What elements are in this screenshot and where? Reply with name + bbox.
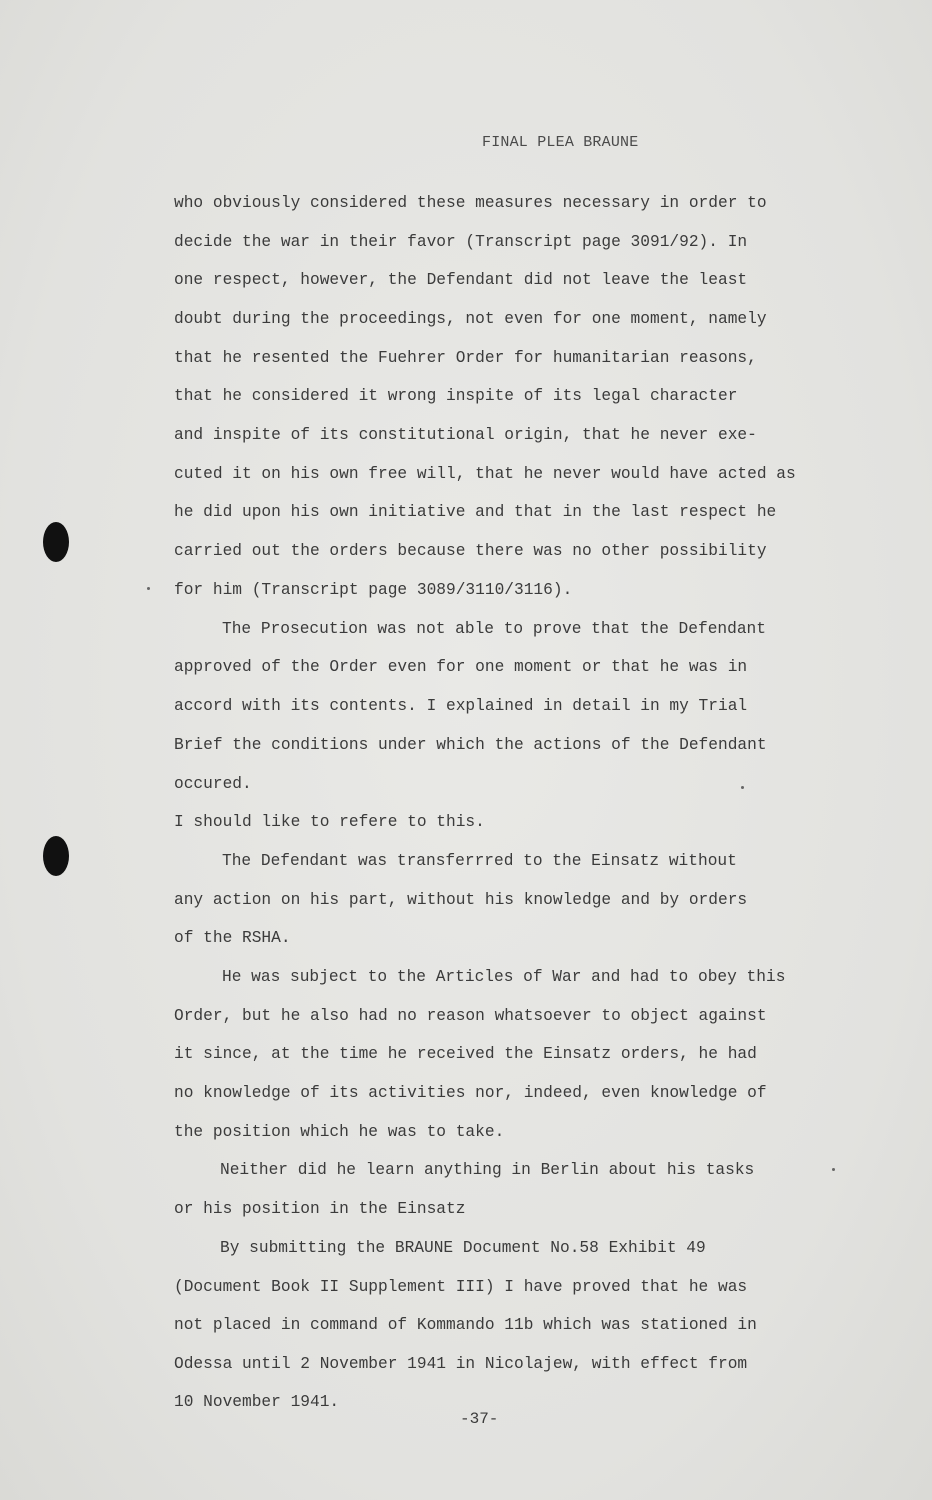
punch-hole — [43, 836, 69, 876]
text-line: that he considered it wrong inspite of its legal character — [174, 387, 738, 405]
text-line: he did upon his own initiative and that in the last respect he — [174, 503, 777, 521]
speck-mark — [147, 587, 150, 590]
text-line: By submitting the BRAUNE Document No.58 Exhibit 49 — [220, 1239, 706, 1257]
text-line: doubt during the proceedings, not even for one moment, namely — [174, 310, 767, 328]
text-line: or his position in the Einsatz — [174, 1200, 466, 1218]
page-number: -37- — [460, 1410, 499, 1428]
text-line: The Prosecution was not able to prove that the Defendant — [222, 620, 766, 638]
text-line: approved of the Order even for one moment or that he was in — [174, 658, 748, 676]
page-header: FINAL PLEA BRAUNE — [482, 134, 639, 151]
text-line: 10 November 1941. — [174, 1393, 340, 1411]
text-line: it since, at the time he received the Einsatz orders, he had — [174, 1045, 757, 1063]
text-line: Odessa until 2 November 1941 in Nicolajew, with effect from — [174, 1355, 748, 1373]
text-line: cuted it on his own free will, that he never would have acted as — [174, 465, 796, 483]
text-line: one respect, however, the Defendant did not leave the least — [174, 271, 748, 289]
text-line: Order, but he also had no reason whatsoever to object against — [174, 1007, 767, 1025]
text-line: not placed in command of Kommando 11b which was stationed in — [174, 1316, 757, 1334]
text-line: that he resented the Fuehrer Order for humanitarian reasons, — [174, 349, 757, 367]
text-line: any action on his part, without his knowledge and by orders — [174, 891, 748, 909]
text-line: accord with its contents. I explained in detail in my Trial — [174, 697, 748, 715]
text-line: Brief the conditions under which the actions of the Defendant — [174, 736, 767, 754]
text-line: for him (Transcript page 3089/3110/3116). — [174, 581, 573, 599]
text-line: who obviously considered these measures necessary in order to — [174, 194, 767, 212]
text-line: of the RSHA. — [174, 929, 291, 947]
text-line: decide the war in their favor (Transcript page 3091/92). In — [174, 233, 748, 251]
text-line: carried out the orders because there was no other possibility — [174, 542, 767, 560]
text-line: The Defendant was transferrred to the Einsatz without — [222, 852, 737, 870]
text-line: occured. — [174, 775, 252, 793]
text-line: I should like to refere to this. — [174, 813, 485, 831]
punch-hole — [43, 522, 69, 562]
speck-mark — [741, 786, 744, 789]
text-line: and inspite of its constitutional origin, that he never exe- — [174, 426, 757, 444]
text-line: He was subject to the Articles of War and had to obey this — [222, 968, 786, 986]
speck-mark — [832, 1168, 835, 1171]
text-line: Neither did he learn anything in Berlin about his tasks — [220, 1161, 755, 1179]
text-line: the position which he was to take. — [174, 1123, 505, 1141]
text-line: (Document Book II Supplement III) I have proved that he was — [174, 1278, 748, 1296]
text-line: no knowledge of its activities nor, indeed, even knowledge of — [174, 1084, 767, 1102]
